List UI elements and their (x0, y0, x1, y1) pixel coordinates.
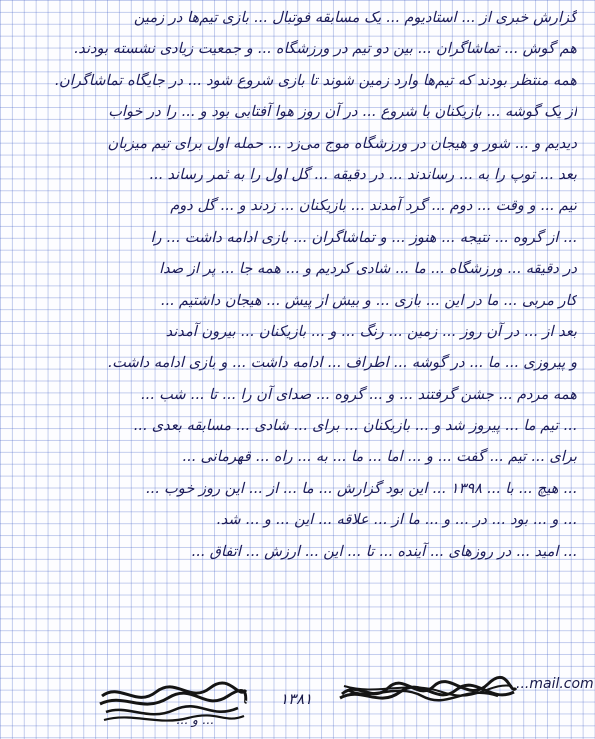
text-line: هم گوش ... تماشاگران ... بین دو تیم در ورزشگاه ... و جمعیت زیادی نشسته بودند. (73, 40, 577, 58)
text-line: تیم ... و وقت ... دوم ... گرد آمدند ... بازیکنان ... زدند و ... گل دوم (170, 197, 577, 215)
signature-row (0, 668, 595, 739)
text-line: بعد از ... در آن روز ... زمین ... رنگ ... و ... بازیکنان ... بیرون آمدند (165, 322, 577, 340)
text-line (16, 598, 577, 629)
text-line: از یک گوشه ... بازیکنان با شروع ... در آن روز هوا آفتابی بود و ... را در خواب (108, 103, 577, 121)
text-line: و پیروزی ... ما ... در گوشه ... اطراف ... ادامه داشت ... و بازی ادامه داشت. (107, 354, 577, 372)
text-line: در دقیقه ... ورزشگاه ... ما ... شادی کردیم و ... همه جا ... پر از صدا (159, 260, 577, 278)
text-line: ... و ... بود ... در ... و ... ما از ... علاقه ... این ... و ... شد. (216, 511, 577, 529)
text-line: دیدیم و ... شور و هیجان در ورزشگاه موج می‌زد ... حمله اول برای تیم میزبان (107, 134, 577, 152)
text-line: ... هیچ ... با ... ۱۳۹۸ ... این بود گزارش ... ما ... از ... این روز خوب ... (145, 479, 577, 497)
signature-name-text: ... و ... (176, 712, 214, 727)
text-line: گزارش خبری از ... استادیوم ... یک مسابقه فوتبال ... بازی تیم‌ها در زمین (133, 9, 577, 26)
text-line: ... تیم ما ... پیروز شد و ... بازیکنان ... برای ... شادی ... مسابقه بعدی ... (133, 417, 577, 435)
text-line (16, 567, 577, 598)
text-line: برای ... تیم ... گفت ... و ... اما ... ما ... به ... راه ... قهرمانی ... (181, 448, 577, 466)
email-text: ...mail.com (516, 676, 594, 692)
redacted-scribble-left (98, 678, 248, 728)
handwritten-text-block (16, 2, 577, 630)
text-line: همه منتظر بودند که تیم‌ها وارد زمین شوند تا بازی شروع شود ... در جایگاه تماشاگران. (54, 71, 577, 89)
text-line: بعد ... توپ را به ... رساندند ... در دقیقه ... گل اول را به ثمر رساند ... (148, 165, 577, 183)
text-line: کار مربی ... ما در این ... بازی ... و بیش از پیش ... هیجان داشتیم ... (160, 291, 577, 309)
text-line: ... از گروه ... نتیجه ... هنوز ... و تماشاگران ... بازی ادامه داشت ... را (150, 228, 577, 246)
text-line: ... امید ... در روزهای ... آینده ... تا ... این ... ارزش ... اتفاق ... (191, 542, 577, 560)
redacted-scribble-right (338, 674, 518, 708)
text-line: همه مردم ... جشن گرفتند ... و ... گروه ... صدای آن را ... تا ... شب ... (140, 385, 577, 403)
signature-number: ۱۳۸۱ (280, 690, 313, 708)
